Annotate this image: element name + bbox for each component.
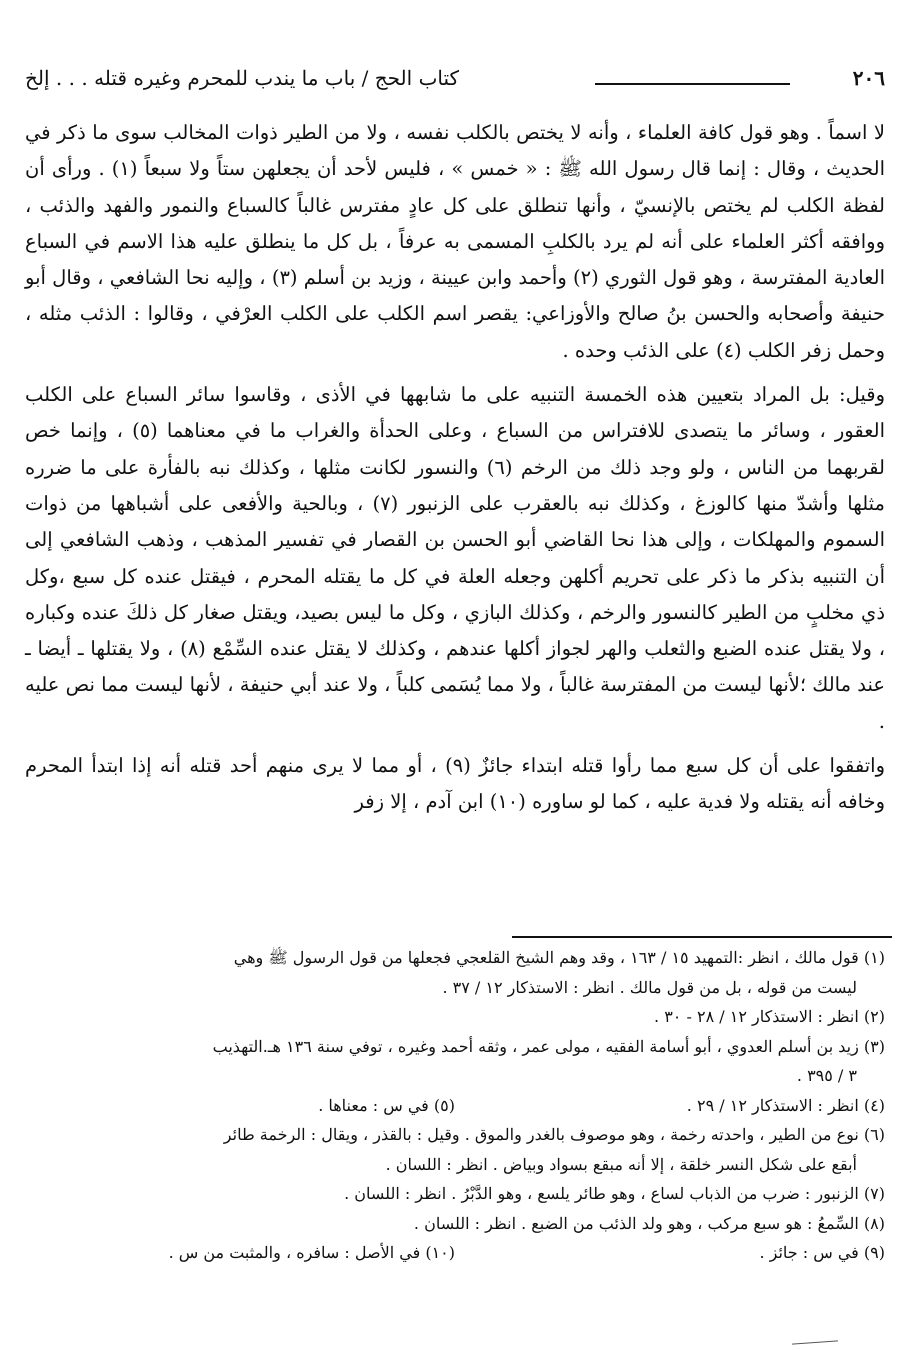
footnote-row [25, 1091, 885, 1121]
main-text [25, 115, 885, 829]
page-number: ٢٠٦ [852, 66, 885, 90]
footnote-text: (٣) زيد بن أسلم العدوي ، أبو أسامة الفقيه ، مولى عمر ، وثقه أحمد وغيره ، توفي سنة ١٣٦ هـ.التهذيب [212, 1036, 885, 1056]
paragraph: واتفقوا على أن كل سبع مما رأوا قتله ابتداء جائزٌ (٩) ، أو مما لا يرى منهم أحد قتله أنه إذا ابتدأ المحرم وخافه أنه يقتله ولا فدية عليه ، كما لو ساوره (١٠) ابن آدم ، إلا زفر [25, 754, 885, 814]
footnote [25, 1120, 885, 1179]
footnote-continuation: أبقع على شكل النسر خلقة ، إلا أنه مبقع بسواد وبياض . انظر : اللسان . [385, 1154, 857, 1174]
pen-mark [792, 1340, 838, 1344]
footnote-text: (٦) نوع من الطير ، واحدته رخمة ، وهو موصوف بالغدر والموق . وقيل : بالقذر ، ويقال : الرخمة طائر [223, 1125, 885, 1144]
footnote: (٥) في س : معناها . [318, 1095, 455, 1115]
paragraph: وقيل: بل المراد بتعيين هذه الخمسة التنبيه على ما شابهها في الأذى ، وقاسوا سائر السباع على الكلب العقور ، وسائر ما يتصدى للافتراس من السباع ، وعلى الحدأة والغراب ما في معناهما (٥) ، وإنما خص لقربهما من الناس ، ولو وجد ذلك من الرخم (٦) والنسور لكانت مثلها ، وكذلك نبه بالفأرة على ما ضرره مثلها وأشدّ منها كالوزغ ، وكذلك نبه بالعقرب على الزنبور (٧) ، وبالحية والأفعى على أشباهها من ذوات السموم والمهلكات ، وإلى هذا نحا القاضي أبو الحسن بن القصار في تفسير المذهب ، وذهب الشافعي إلى أن التنبيه بذكر ما ذكر على تحريم أكلهن وجعله العلة في كل ما يقتله المحرم ، فيقتل عنده كل سبع ،وكل ذي مخلبٍ من الطير كالنسور والرخم ، وكذلك البازي ، وكل ما ليس بصيد، ويقتل صغار كل ذلكَ عنده وكباره ، ولا يقتل عنده الضبع والثعلب والهر لجواز أكلها عندهم ، وكذلك لا يقتل عنده السِّمْع (٨) ، ولا يقتلها ـ أيضا ـ عند مالك ؛لأنها ليست من المفترسة غالباً ، ولا مما يُسَمى كلباً ، ولا عند أبي حنيفة ، لأنها ليست مما نص عليه . [25, 383, 885, 733]
footnote: (٨) السِّمعُ : هو سبع مركب ، وهو ولد الذئب من الضبع . انظر : اللسان . [413, 1213, 885, 1233]
footnote-continuation: ليست من قوله ، بل من قول مالك . انظر : الاستذكار ١٢ / ٣٧ . [442, 977, 857, 997]
paragraph: لا اسماً . وهو قول كافة العلماء ، وأنه لا يختص بالكلب نفسه ، ولا من الطير ذوات المخالب سوى ما ذكر في الحديث ، وقال : إنما قال رسول الله ﷺ : « خمس » ، فليس لأحد أن يجعلهن ستاً ولا سبعاً (١) . ورأى أن لفظة الكلب لم يختص بالإنسيّ ، وأنها تنطلق على كل عادٍ مفترس غالباً كالسباع والنمور والفهد والذئب ، ووافقه أكثر العلماء على أنه لم يرد بالكلبِ المسمى به عرفاً ، بل كل ما ينطلق عليه هذا الاسم في السباع العادية المفترسة ، وهو قول الثوري (٢) وأحمد وابن عيينة ، وزيد بن أسلم (٣) ، وإليه نحا الشافعي ، وقال أبو حنيفة وأصحابه والحسن بنُ صالح والأوزاعي: يقصر اسم الكلب على الكلب العرْفي ، وقالوا : الذئب مثله ، وحمل زفر الكلب (٤) على الذئب وحده . [25, 121, 886, 362]
footnote: (٧) الزنبور : ضرب من الذباب لساع ، وهو طائر يلسع ، وهو الدَّبْرُ . انظر : اللسان . [344, 1184, 885, 1203]
footnote [25, 1032, 885, 1091]
header-rule [595, 83, 790, 85]
footnote: (٩) في س : جائز . [759, 1243, 885, 1262]
footnote: (٢) انظر : الاستذكار ١٢ / ٢٨ - ٣٠ . [654, 1007, 885, 1026]
footnote: (٤) انظر : الاستذكار ١٢ / ٢٩ . [686, 1095, 885, 1115]
footnote-row [25, 1238, 885, 1268]
footnote-continuation: ٣ / ٣٩٥ . [796, 1066, 857, 1085]
footnote-text: (١) قول مالك ، انظر :التمهيد ١٥ / ١٦٣ ، وقد وهم الشيخ القلعجي فجعلها من قول الرسول ﷺ وهي [233, 948, 885, 967]
running-title: كتاب الحج / باب ما يندب للمحرم وغيره قتله . . . إلخ [25, 66, 460, 90]
footnote-rule [512, 936, 892, 938]
footnote [25, 943, 885, 1002]
page-header [25, 66, 885, 100]
footnote: (١٠) في الأصل : سافره ، والمثبت من س . [168, 1243, 455, 1262]
footnotes [25, 943, 885, 1268]
